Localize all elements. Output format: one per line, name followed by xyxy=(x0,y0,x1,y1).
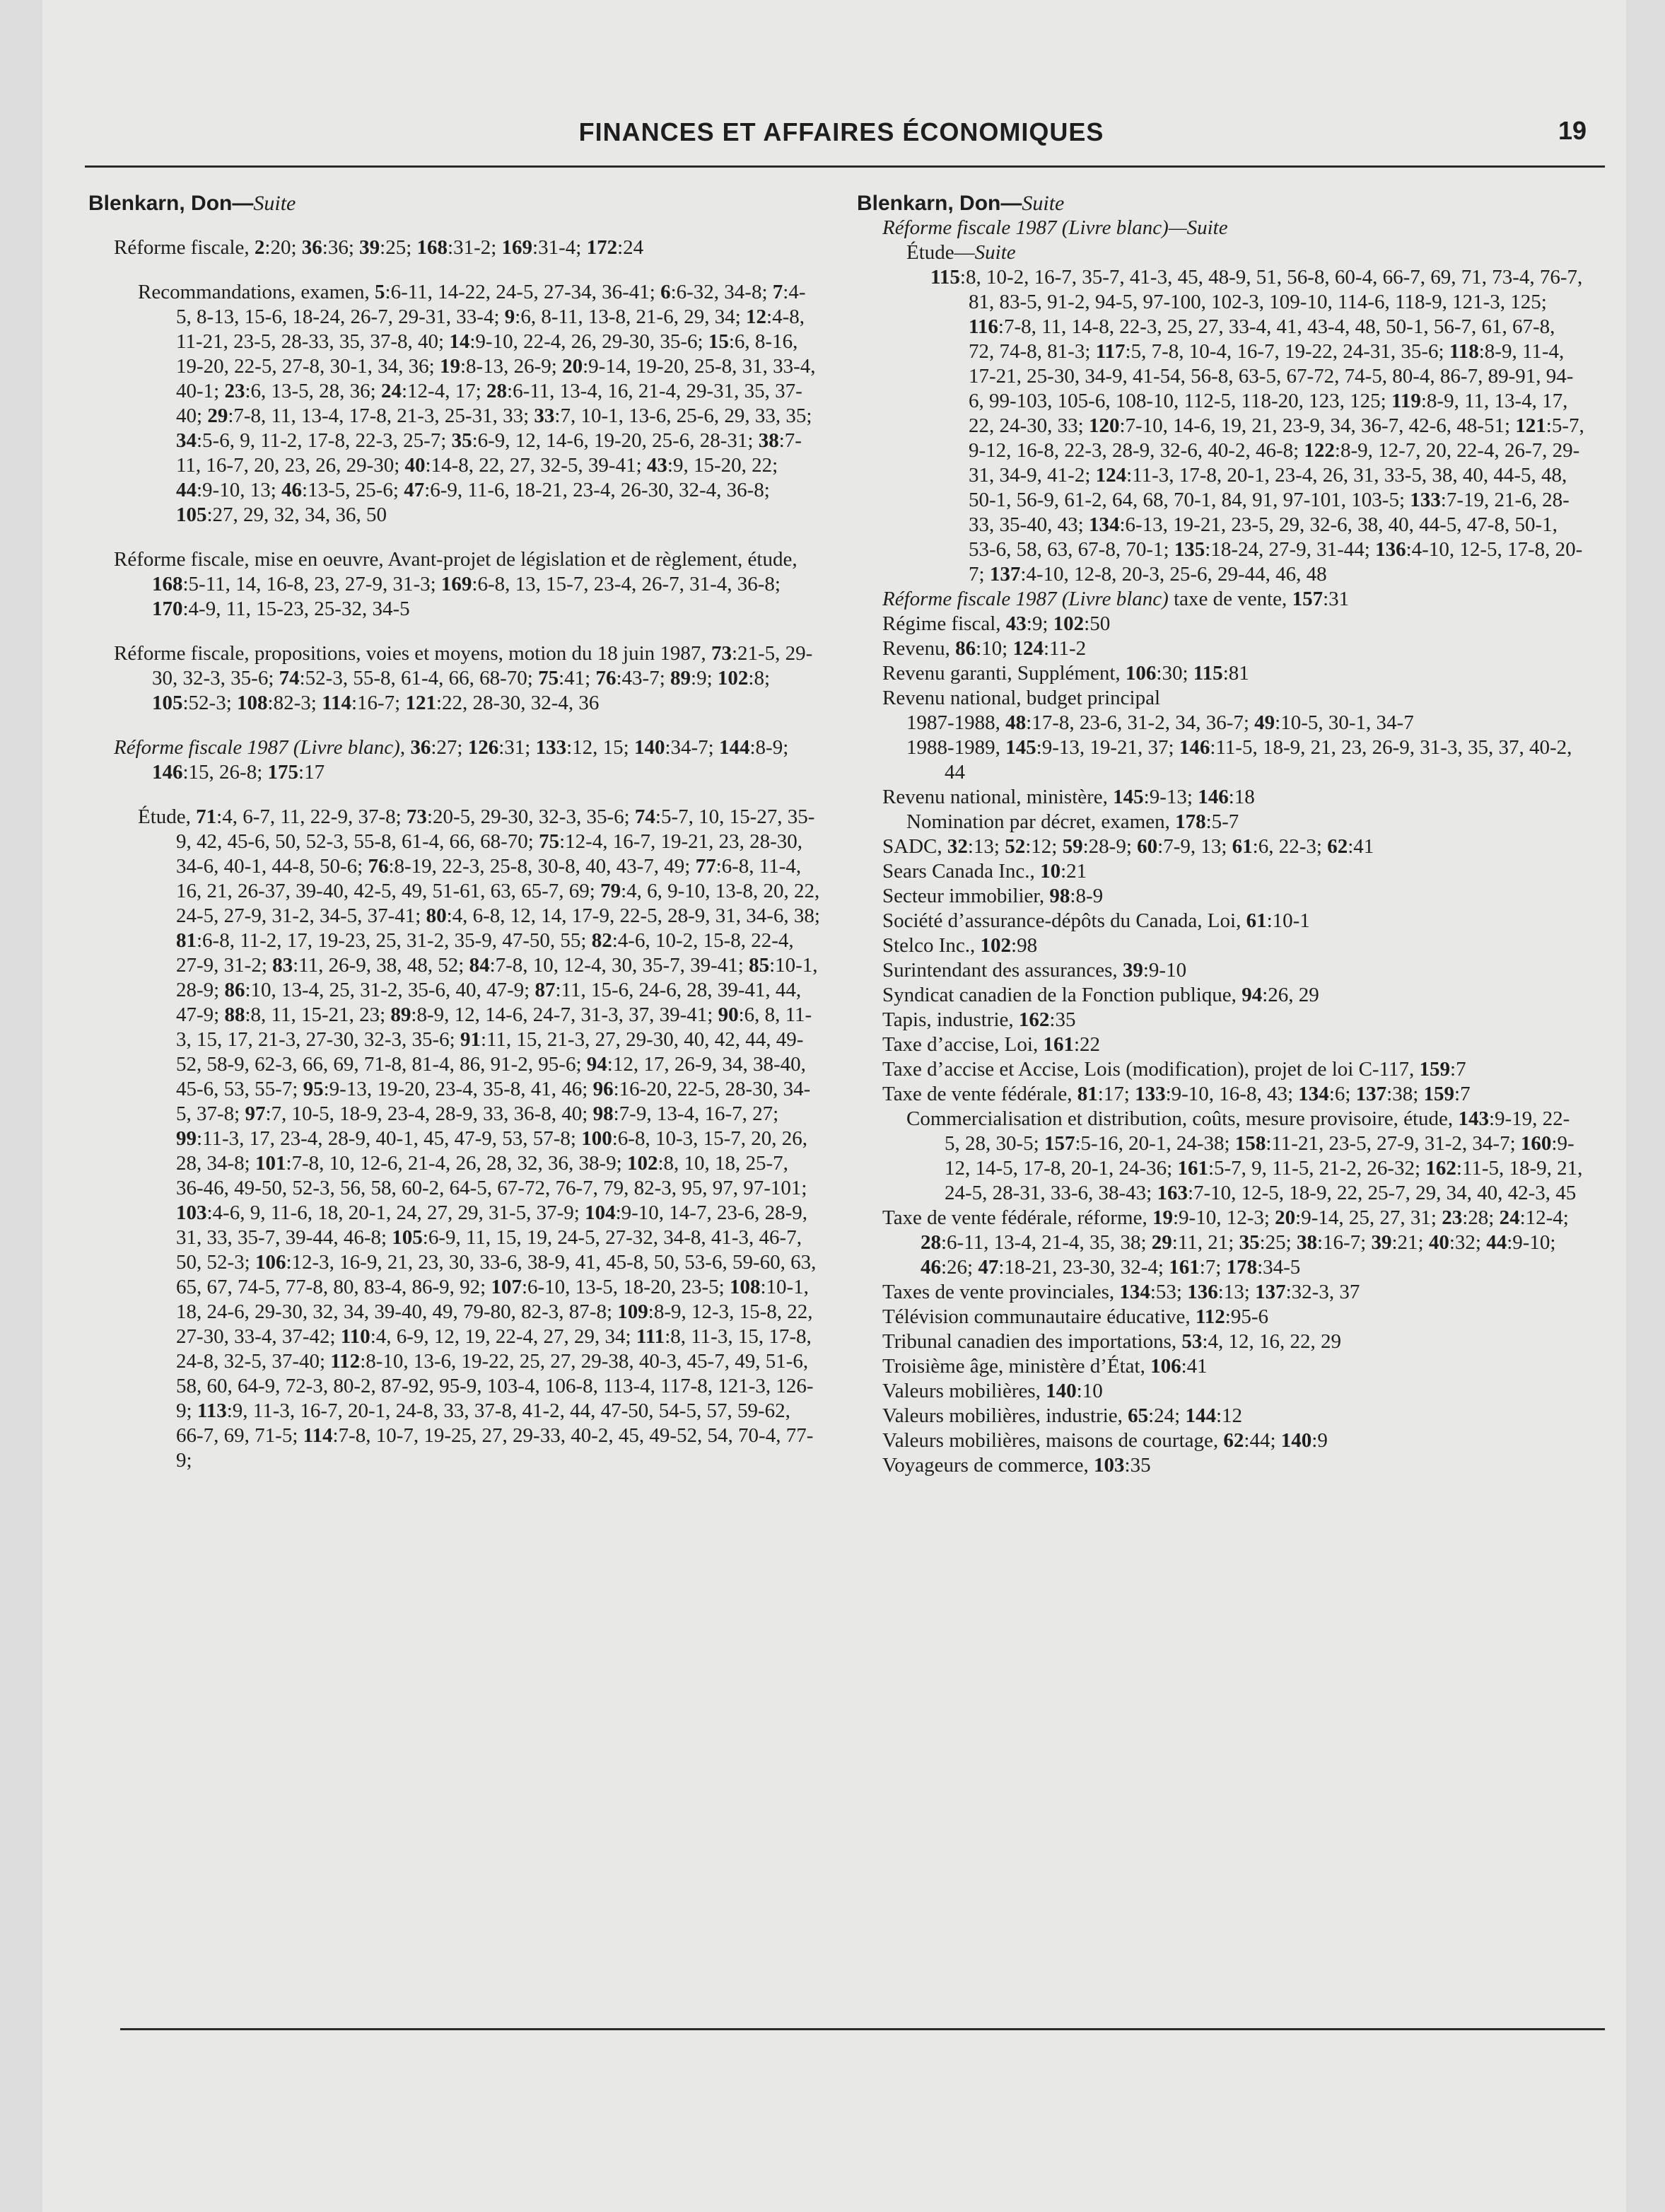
right-column-heading xyxy=(857,191,1585,216)
index-entry: 115:8, 10-2, 16-7, 35-7, 41-3, 45, 48-9, 51, 56-8, 60-4, 66-7, 69, 71, 73-4, 76-7, 81, 83-5, 91-2, 94-5, 97-100, 102-3, 109-10, 114-6, 118-9, 121-3, 125; 116:7-8, 11, 14-8, 22-3, 25, 27, 33-4, 41, 43-4, 48, 50-1, 56-7, 61, 67-8, 72, 74-8, 81-3; 117:5, 7-8, 10-4, 16-7, 19-22, 24-31, 35-6; 118:8-9, 11-4, 17-21, 25-30, 34-9, 41-54, 56-8, 63-5, 67-72, 74-5, 80-4, 86-7, 89-91, 94-6, 99-103, 105-6, 108-10, 112-5, 118-20, 123, 125; 119:8-9, 11, 13-4, 17, 22, 24-30, 33; 120:7-10, 14-6, 19, 21, 23-9, 34, 36-7, 42-6, 48-51; 121:5-7, 9-12, 16-8, 22-3, 28-9, 32-6, 40-2, 46-8; 122:8-9, 12-7, 20, 22-4, 26-7, 29-31, 34-9, 41-2; 124:11-3, 17-8, 20-1, 23-4, 26, 31, 33-5, 38, 40, 44-5, 48, 50-1, 56-9, 61-2, 64, 68, 70-1, 84, 91, 97-101, 103-5; 133:7-19, 21-6, 28-33, 35-40, 43; 134:6-13, 19-21, 23-5, 29, 32-6, 38, 40, 44-5, 47-8, 50-1, 53-6, 58, 63, 67-8, 70-1; 135:18-24, 27-9, 31-44; 136:4-10, 12-5, 17-8, 20-7; 137:4-10, 12-8, 20-3, 25-6, 29-44, 46, 48 xyxy=(930,266,1584,586)
index-entry: Valeurs mobilières, 140:10 xyxy=(882,1380,1103,1402)
index-entry: Réforme fiscale 1987 (Livre blanc)—Suite xyxy=(882,216,1228,239)
index-entry: Télévision communautaire éducative, 112:95-6 xyxy=(882,1305,1269,1328)
page-header xyxy=(85,113,1598,153)
index-entry: Réforme fiscale 1987 (Livre blanc), 36:27; 126:31; 133:12, 15; 140:34-7; 144:8-9; 146:15, 26-8; 175:17 xyxy=(114,736,789,784)
index-entry: Surintendant des assurances, 39:9-10 xyxy=(882,959,1187,982)
footer-rule xyxy=(120,2028,1605,2030)
index-entry: Valeurs mobilières, industrie, 65:24; 144:12 xyxy=(882,1404,1243,1427)
index-entry: Réforme fiscale, mise en oeuvre, Avant-projet de législation et de règlement, étude, 168:5-11, 14, 16-8, 23, 27-9, 31-3; 169:6-8, 13, 15-7, 23-4, 26-7, 31-4, 36-8; 170:4-9, 11, 15-23, 25-32, 34-5 xyxy=(114,548,798,620)
index-entry: Taxes de vente provinciales, 134:53; 136:13; 137:32-3, 37 xyxy=(882,1281,1360,1303)
index-entry: Société d’assurance-dépôts du Canada, Loi, 61:10-1 xyxy=(882,909,1310,932)
left-column xyxy=(88,191,820,1473)
index-entry: Recommandations, examen, 5:6-11, 14-22, 24-5, 27-34, 36-41; 6:6-32, 34-8; 7:4-5, 8-13, 15-6, 18-24, 26-7, 29-31, 33-4; 9:6, 8-11, 13-8, 21-6, 29, 34; 12:4-8, 11-21, 23-5, 28-33, 35, 37-8, 40; 14:9-10, 22-4, 26, 29-30, 35-6; 15:6, 8-16, 19-20, 22-5, 27-8, 30-1, 34, 36; 19:8-13, 26-9; 20:9-14, 19-20, 25-8, 31, 33-4, 40-1; 23:6, 13-5, 28, 36; 24:12-4, 17; 28:6-11, 13-4, 16, 21-4, 29-31, 35, 37-40; 29:7-8, 11, 13-4, 17-8, 21-3, 25-31, 33; 33:7, 10-1, 13-6, 25-6, 29, 33, 35; 34:5-6, 9, 11-2, 17-8, 22-3, 25-7; 35:6-9, 12, 14-6, 19-20, 25-6, 28-31; 38:7-11, 16-7, 20, 23, 26, 29-30; 40:14-8, 22, 27, 32-5, 39-41; 43:9, 15-20, 22; 44:9-10, 13; 46:13-5, 25-6; 47:6-9, 11-6, 18-21, 23-4, 26-30, 32-4, 36-8; 105:27, 29, 32, 34, 36, 50 xyxy=(138,281,816,526)
heading-suite: Suite xyxy=(1022,192,1065,215)
index-entry: Taxe de vente fédérale, 81:17; 133:9-10, 16-8, 43; 134:6; 137:38; 159:7 xyxy=(882,1083,1471,1105)
page-number: 19 xyxy=(1558,116,1587,145)
left-entries xyxy=(88,235,820,1473)
index-entry: SADC, 32:13; 52:12; 59:28-9; 60:7-9, 13; 61:6, 22-3; 62:41 xyxy=(882,835,1374,858)
index-entry: Revenu garanti, Supplément, 106:30; 115:81 xyxy=(882,662,1249,685)
index-entry: Réforme fiscale, 2:20; 36:36; 39:25; 168:31-2; 169:31-4; 172:24 xyxy=(114,236,644,259)
index-entry: Sears Canada Inc., 10:21 xyxy=(882,860,1087,883)
index-entry: Étude—Suite xyxy=(906,241,1016,264)
index-entry: Stelco Inc., 102:98 xyxy=(882,934,1038,957)
page-title: FINANCES ET AFFAIRES ÉCONOMIQUES xyxy=(578,117,1104,146)
index-entry: Tribunal canadien des importations, 53:4, 12, 16, 22, 29 xyxy=(882,1330,1341,1353)
heading-name: Blenkarn, Don— xyxy=(857,192,1022,215)
index-entry: 1987-1988, 48:17-8, 23-6, 31-2, 34, 36-7; 49:10-5, 30-1, 34-7 xyxy=(906,711,1414,734)
index-entry: Taxe de vente fédérale, réforme, 19:9-10, 12-3; 20:9-14, 25, 27, 31; 23:28; 24:12-4; 28:6-11, 13-4, 21-4, 35, 38; 29:11, 21; 35:25; 38:16-7; 39:21; 40:32; 44:9-10; 46:26; 47:18-21, 23-30, 32-4; 161:7; 178:34-5 xyxy=(882,1206,1569,1279)
index-entry: Tapis, industrie, 162:35 xyxy=(882,1008,1076,1031)
left-column-heading xyxy=(88,191,820,216)
index-entry: Revenu national, ministère, 145:9-13; 146:18 xyxy=(882,786,1255,808)
index-entry: 1988-1989, 145:9-13, 19-21, 37; 146:11-5, 18-9, 21, 23, 26-9, 31-3, 35, 37, 40-2, 44 xyxy=(906,736,1572,784)
right-column xyxy=(857,191,1585,1478)
index-entry: Étude, 71:4, 6-7, 11, 22-9, 37-8; 73:20-5, 29-30, 32-3, 35-6; 74:5-7, 10, 15-27, 35-9, 42, 45-6, 50, 52-3, 55-8, 61-4, 66, 68-70; 75:12-4, 16-7, 19-21, 23, 28-30, 34-6, 40-1, 44-8, 50-6; 76:8-19, 22-3, 25-8, 30-8, 40, 43-7, 49; 77:6-8, 11-4, 16, 21, 26-37, 39-40, 42-5, 49, 51-61, 63, 65-7, 69; 79:4, 6, 9-10, 13-8, 20, 22, 24-5, 27-9, 31-2, 34-5, 37-41; 80:4, 6-8, 12, 14, 17-9, 22-5, 28-9, 31, 34-6, 38; 81:6-8, 11-2, 17, 19-23, 25, 31-2, 35-9, 47-50, 55; 82:4-6, 10-2, 15-8, 22-4, 27-9, 31-2; 83:11, 26-9, 38, 48, 52; 84:7-8, 10, 12-4, 30, 35-7, 39-41; 85:10-1, 28-9; 86:10, 13-4, 25, 31-2, 35-6, 40, 47-9; 87:11, 15-6, 24-6, 28, 39-41, 44, 47-9; 88:8, 11, 15-21, 23; 89:8-9, 12, 14-6, 24-7, 31-3, 37, 39-41; 90:6, 8, 11-3, 15, 17, 21-3, 27-30, 32-3, 35-6; 91:11, 15, 21-3, 27, 29-30, 40, 42, 44, 49-52, 58-9, 62-3, 66, 69, 71-8, 81-4, 86, 91-2, 95-6; 94:12, 17, 26-9, 34, 38-40, 45-6, 53, 55-7; 95:9-13, 19-20, 23-4, 35-8, 41, 46; 96:16-20, 22-5, 28-30, 34-5, 37-8; 97:7, 10-5, 18-9, 23-4, 28-9, 33, 36-8, 40; 98:7-9, 13-4, 16-7, 27; 99:11-3, 17, 23-4, 28-9, 40-1, 45, 47-9, 53, 57-8; 100:6-8, 10-3, 15-7, 20, 26, 28, 34-8; 101:7-8, 10, 12-6, 21-4, 26, 28, 32, 36, 38-9; 102:8, 10, 18, 25-7, 36-46, 49-50, 52-3, 56, 58, 60-2, 64-5, 67-72, 76-7, 79, 82-3, 95, 97, 97-101; 103:4-6, 9, 11-6, 18, 20-1, 24, 27, 29, 31-5, 37-9; 104:9-10, 14-7, 23-6, 28-9, 31, 33, 35-7, 39-44, 46-8; 105:6-9, 11, 15, 19, 24-5, 27-32, 34-8, 41-3, 46-7, 50, 52-3; 106:12-3, 16-9, 21, 23, 30, 33-6, 38-9, 41, 45-8, 50, 53-6, 59-60, 63, 65, 67, 74-5, 77-8, 80, 83-4, 86-9, 92; 107:6-10, 13-5, 18-20, 23-5; 108:10-1, 18, 24-6, 29-30, 32, 34, 39-40, 49, 79-80, 82-3, 87-8; 109:8-9, 12-3, 15-8, 22, 27-30, 33-4, 37-42; 110:4, 6-9, 12, 19, 22-4, 27, 29, 34; 111:8, 11-3, 15, 17-8, 24-8, 32-5, 37-40; 112:8-10, 13-6, 19-22, 25, 27, 29-38, 40-3, 45-7, 49, 51-6, 58, 60, 64-9, 72-3, 80-2, 87-92, 95-9, 103-4, 106-8, 113-4, 117-8, 121-3, 126-9; 113:9, 11-3, 16-7, 20-1, 24-8, 33, 37-8, 41-2, 44, 47-50, 54-5, 57, 59-62, 66-7, 69, 71-5; 114:7-8, 10-7, 19-25, 27, 29-33, 40-2, 45, 49-52, 54, 70-4, 77-9; xyxy=(138,805,820,1472)
index-entry: Taxe d’accise et Accise, Lois (modification), projet de loi C-117, 159:7 xyxy=(882,1058,1466,1081)
index-entry: Troisième âge, ministère d’État, 106:41 xyxy=(882,1355,1208,1378)
index-entry: Taxe d’accise, Loi, 161:22 xyxy=(882,1033,1101,1056)
index-entry: Nomination par décret, examen, 178:5-7 xyxy=(906,810,1239,833)
index-entry: Revenu, 86:10; 124:11-2 xyxy=(882,637,1087,660)
heading-suite: Suite xyxy=(253,192,296,215)
index-entry: Voyageurs de commerce, 103:35 xyxy=(882,1454,1151,1477)
index-entry: Revenu national, budget principal xyxy=(882,687,1161,709)
heading-name: Blenkarn, Don— xyxy=(88,192,254,215)
right-entries xyxy=(857,216,1585,1478)
index-entry: Valeurs mobilières, maisons de courtage, 62:44; 140:9 xyxy=(882,1429,1328,1452)
index-entry: Commercialisation et distribution, coûts, mesure provisoire, étude, 143:9-19, 22-5, 28, 30-5; 157:5-16, 20-1, 24-38; 158:11-21, 23-5, 27-9, 31-2, 34-7; 160:9-12, 14-5, 17-8, 20-1, 24-36; 161:5-7, 9, 11-5, 21-2, 26-32; 162:11-5, 18-9, 21, 24-5, 28-31, 33-6, 38-43; 163:7-10, 12-5, 18-9, 22, 25-7, 29, 34, 40, 42-3, 45 xyxy=(906,1107,1583,1204)
index-entry: Syndicat canadien de la Fonction publique, 94:26, 29 xyxy=(882,984,1319,1006)
header-rule xyxy=(85,165,1605,168)
index-entry: Régime fiscal, 43:9; 102:50 xyxy=(882,612,1111,635)
index-entry: Réforme fiscale, propositions, voies et moyens, motion du 18 juin 1987, 73:21-5, 29-30, 32-3, 35-6; 74:52-3, 55-8, 61-4, 66, 68-70; 75:41; 76:43-7; 89:9; 102:8; 105:52-3; 108:82-3; 114:16-7; 121:22, 28-30, 32-4, 36 xyxy=(114,642,813,714)
index-entry: Secteur immobilier, 98:8-9 xyxy=(882,885,1104,907)
index-entry: Réforme fiscale 1987 (Livre blanc) taxe de vente, 157:31 xyxy=(882,588,1350,610)
